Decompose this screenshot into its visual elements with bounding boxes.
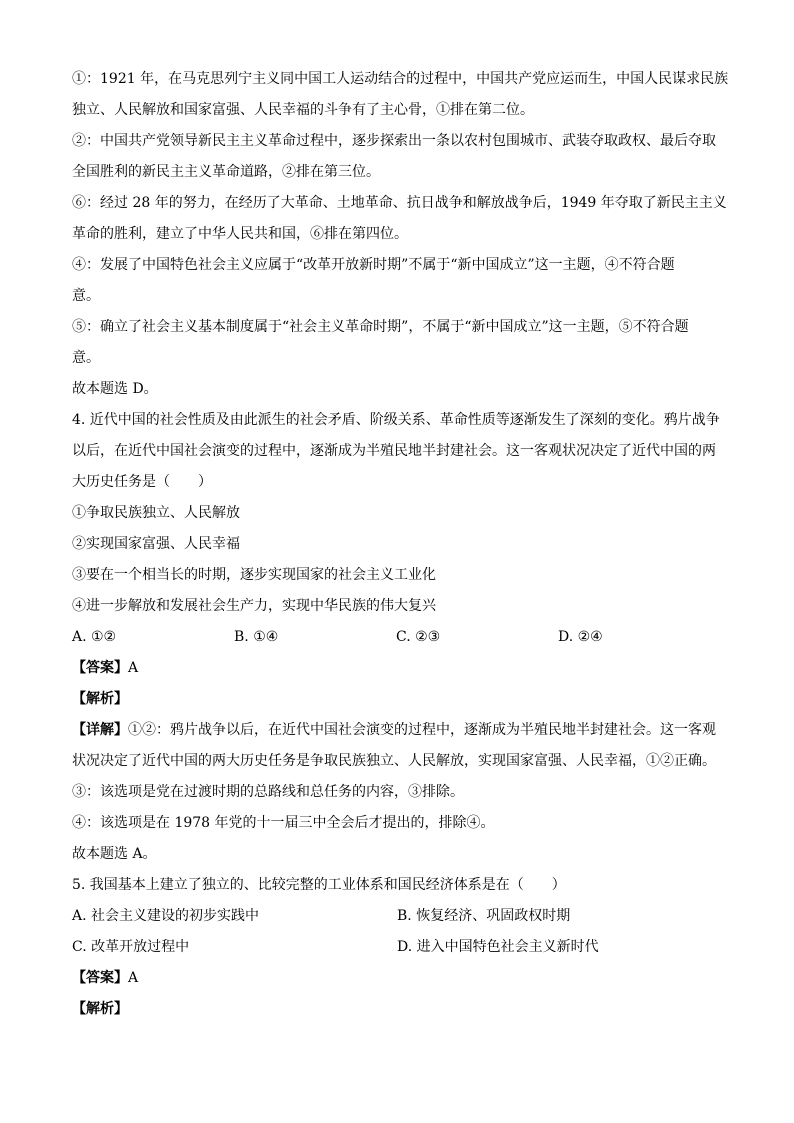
analysis-label: 【解析】 xyxy=(72,1001,128,1017)
answer-options xyxy=(72,901,722,932)
analysis-line xyxy=(72,994,722,1025)
statement-item: ④进一步解放和发展社会生产力，实现中华民族的伟大复兴 xyxy=(72,598,436,614)
option-a: A. ①② xyxy=(72,629,117,645)
answer-value: A xyxy=(128,660,139,676)
option-c: C. 改革开放过程中 xyxy=(72,939,190,955)
conclusion-line: 故本题选 D。 xyxy=(72,381,158,397)
conclusion-line: 故本题选 A。 xyxy=(72,846,157,862)
question-stem: 4. 近代中国的社会性质及由此派生的社会矛盾、阶级关系、革命性质等逐渐发生了深刻的变化。鸦片战争 xyxy=(72,412,720,428)
detail-text: ①②：鸦片战争以后，在近代中国社会演变的过程中，逐渐成为半殖民地半封建社会。这一客观 xyxy=(128,722,716,738)
question-4 xyxy=(72,405,722,870)
detail-line: 状况决定了近代中国的两大历史任务是争取民族独立、人民解放，实现国家富强、人民幸福，①②正确。 xyxy=(72,753,716,769)
question-stem: 以后，在近代中国社会演变的过程中，逐渐成为半殖民地半封建社会。这一客观状况决定了近代中国的两 xyxy=(72,443,716,459)
text-line: 意。 xyxy=(72,350,100,366)
statement-item: ①争取民族独立、人民解放 xyxy=(72,505,240,521)
text-line: ①：1921 年，在马克思列宁主义同中国工人运动结合的过程中，中国共产党应运而生，中国人民谋求民族 xyxy=(72,71,729,87)
option-b: B. 恢复经济、巩固政权时期 xyxy=(397,908,571,924)
text-line: 意。 xyxy=(72,288,100,304)
question-stem: 大历史任务是（ ） xyxy=(72,474,212,490)
answer-label: 【答案】 xyxy=(72,970,128,986)
text-line: 革命的胜利，建立了中华人民共和国，⑥排在第四位。 xyxy=(72,226,408,242)
analysis-label: 【解析】 xyxy=(72,691,128,707)
answer-line xyxy=(72,653,722,684)
detail-line: ④：该选项是在 1978 年党的十一届三中全会后才提出的，排除④。 xyxy=(72,815,495,831)
analysis-line xyxy=(72,684,722,715)
text-line: ②：中国共产党领导新民主主义革命过程中，逐步探索出一条以农村包围城市、武装夺取政权、最后夺取 xyxy=(72,133,716,149)
text-line: ⑥：经过 28 年的努力，在经历了大革命、土地革命、抗日战争和解放战争后，1949 年夺取了新民主主义 xyxy=(72,195,727,211)
text-line: ⑤：确立了社会主义基本制度属于“社会主义革命时期”，不属于“新中国成立”这一主题，⑤不符合题 xyxy=(72,319,689,335)
answer-label: 【答案】 xyxy=(72,660,128,676)
statement-item: ②实现国家富强、人民幸福 xyxy=(72,536,240,552)
text-line: 全国胜利的新民主主义革命道路，②排在第三位。 xyxy=(72,164,380,180)
answer-options xyxy=(72,932,722,963)
document-page xyxy=(72,64,729,1025)
option-c: C. ②③ xyxy=(396,629,441,645)
statement-item: ③要在一个相当长的时期，逐步实现国家的社会主义工业化 xyxy=(72,567,436,583)
answer-line xyxy=(72,963,722,994)
text-line: 独立、人民解放和国家富强、人民幸福的斗争有了主心骨，①排在第二位。 xyxy=(72,102,534,118)
option-d: D. 进入中国特色社会主义新时代 xyxy=(397,939,599,955)
detail-label: 【详解】 xyxy=(72,722,128,738)
detail-line: ③：该选项是党在过渡时期的总路线和总任务的内容，③排除。 xyxy=(72,784,464,800)
question-stem: 5. 我国基本上建立了独立的、比较完整的工业体系和国民经济体系是在（ ） xyxy=(72,877,566,893)
detail-line xyxy=(72,715,722,746)
option-a: A. 社会主义建设的初步实践中 xyxy=(72,908,260,924)
option-b: B. ①④ xyxy=(234,629,279,645)
question-5 xyxy=(72,870,722,1025)
option-d: D. ②④ xyxy=(558,629,603,645)
text-line: ④：发展了中国特色社会主义应属于“改革开放新时期”不属于“新中国成立”这一主题，④不符合题 xyxy=(72,257,675,273)
answer-value: A xyxy=(128,970,139,986)
answer-options xyxy=(72,622,722,653)
